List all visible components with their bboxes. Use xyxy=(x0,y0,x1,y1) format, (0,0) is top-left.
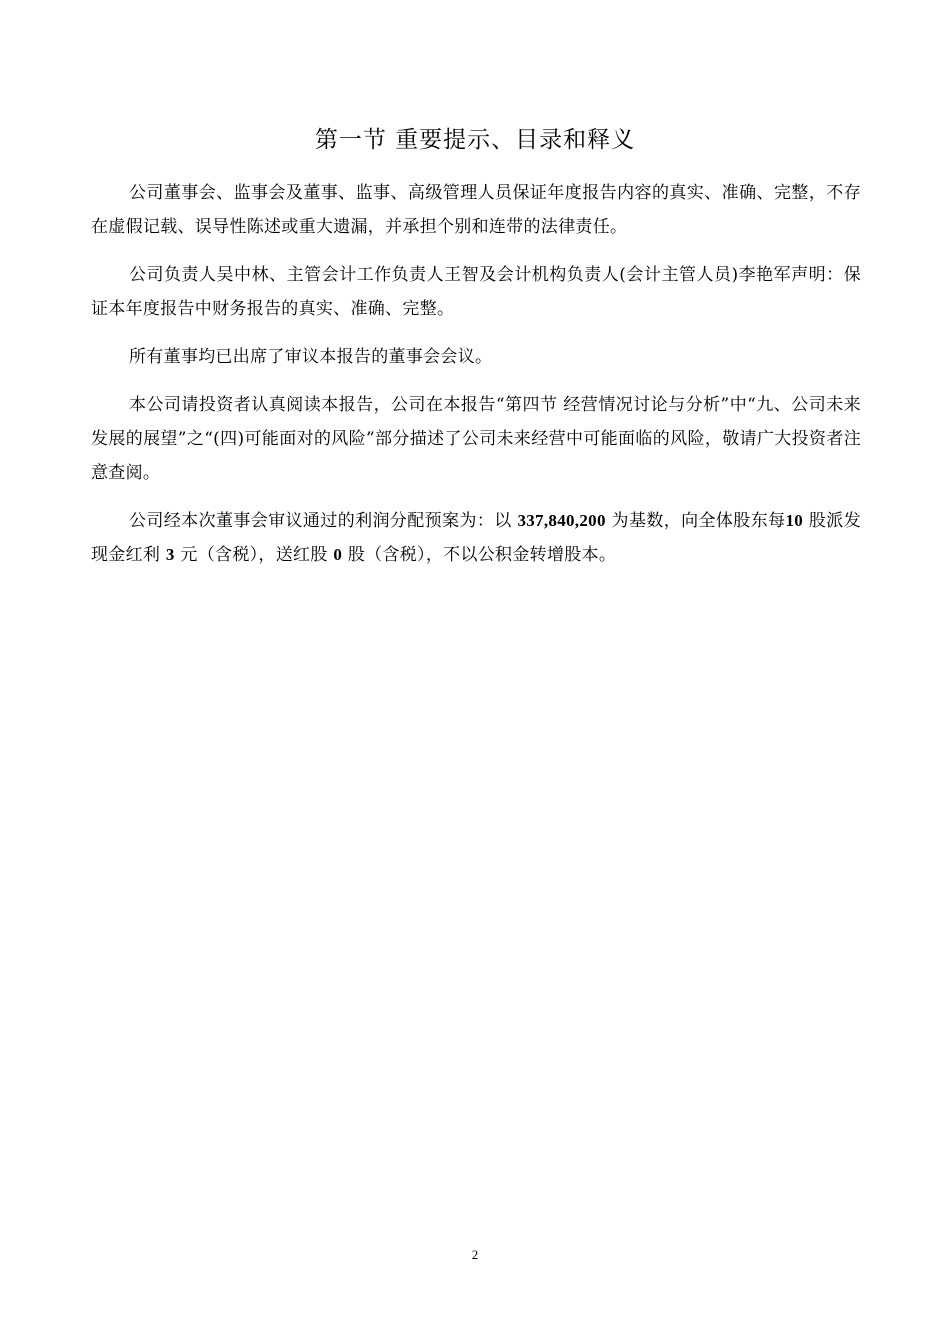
paragraph-officers-declaration: 公司负责人吴中林、主管会计工作负责人王智及会计机构负责人(会计主管人员)李艳军声明：保证本年度报告中财务报告的真实、准确、完整。 xyxy=(91,265,861,319)
distribution-text-4: 元（含税），送红股 xyxy=(174,545,334,565)
paragraph-board-attendance: 所有董事均已出席了审议本报告的董事会会议。 xyxy=(129,347,493,367)
distribution-text-3: 股派发现金红利 xyxy=(91,511,861,565)
cash-dividend: 3 xyxy=(165,545,175,564)
distribution-text-5: 股（含税），不以公积金转增股本。 xyxy=(342,545,617,565)
per-share-unit: 10 xyxy=(785,511,804,530)
bonus-shares: 0 xyxy=(333,545,343,564)
distribution-text-2: 为基数，向全体股东每 xyxy=(605,511,786,531)
base-share-count: 337,840,200 xyxy=(517,511,606,530)
page-number: 2 xyxy=(471,1247,479,1262)
distribution-text-1: 公司经本次董事会审议通过的利润分配预案为：以 xyxy=(129,511,518,531)
paragraph-responsibility-statement: 公司董事会、监事会及董事、监事、高级管理人员保证年度报告内容的真实、准确、完整，不存在虚假记载、误导性陈述或重大遗漏，并承担个别和连带的法律责任。 xyxy=(91,183,861,237)
paragraph-profit-distribution xyxy=(91,504,861,572)
section-title: 第一节 重要提示、目录和释义 xyxy=(314,127,636,153)
body-text xyxy=(91,176,861,586)
paragraph-risk-notice: 本公司请投资者认真阅读本报告，公司在本报告“第四节 经营情况讨论与分析”中“九、公司未来发展的展望”之“(四)可能面对的风险”部分描述了公司未来经营中可能面临的风险，敬请广大投资者注意查阅。 xyxy=(91,395,861,483)
